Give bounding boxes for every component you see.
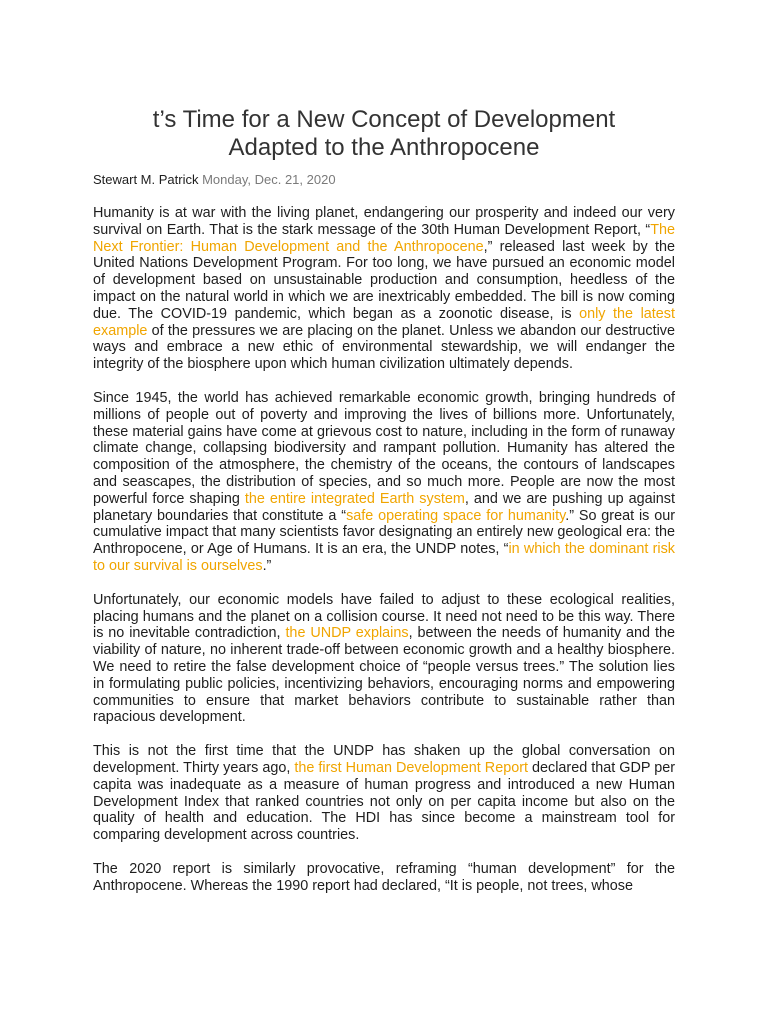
inline-link[interactable]: in which the dominant risk to our survival is ourselves xyxy=(93,541,675,574)
paragraph-text: , between the needs of humanity and the viability of nature, no inherent trade-off between economic growth and a healthy biosphere. We need to retire the false development choice of “people versus trees.” The solution lies in formulating public policies, incentivizing behaviors, encouraging norms and empowering communities to ensure that market behaviors contribute to sustainable rather than rapacious development. xyxy=(93,625,675,726)
paragraph-text: declared that GDP per capita was inadequate as a measure of human progress and introduced a new Human Development Index that ranked countries not only on per capita income but also on the quality of health and education. The HDI has since become a mainstream tool for comparing development across countries. xyxy=(93,759,675,844)
inline-link[interactable]: safe operating space for humanity xyxy=(346,507,566,524)
paragraph xyxy=(93,205,675,373)
paragraph xyxy=(93,390,675,575)
inline-link[interactable]: the UNDP explains xyxy=(285,625,409,642)
paragraph-text: The 2020 report is similarly provocative, reframing “human development” for the Anthropocene. Whereas the 1990 report had declared, “It is people, not trees, whose xyxy=(93,860,675,894)
paragraph xyxy=(93,592,675,726)
title-line-1: t’s Time for a New Concept of Development xyxy=(152,106,616,133)
article-title xyxy=(93,106,675,162)
paragraph-text: Unfortunately, our economic models have failed to adjust to these ecological realities, placing humans and the planet on a collision course. It need not need to be this way. There is no inevitable contradiction, xyxy=(93,591,675,642)
paragraph-text: ,” released last week by the United Nations Development Program. For too long, we have pursued an economic model of development based on unsustainable production and consumption, heedless of the impact on the natural world in which we are inextricably embedded. The bill is now coming due. The COVID-19 pandemic, which began as a zoonotic disease, is xyxy=(93,238,676,322)
paragraph-text: of the pressures we are placing on the planet. Unless we abandon our destructive ways and embrace a new ethic of environmental stewardship, we will endanger the integrity of the biosphere upon which human civilization ultimately depends. xyxy=(93,322,675,373)
inline-link[interactable]: only the latest example xyxy=(93,305,675,339)
publish-date: Monday, Dec. 21, 2020 xyxy=(202,172,336,187)
title-line-2: Adapted to the Anthropocene xyxy=(228,134,540,161)
inline-link[interactable]: The Next Frontier: Human Development and the Anthropocene xyxy=(93,221,675,255)
author-name: Stewart M. Patrick xyxy=(93,172,199,187)
article xyxy=(93,106,675,894)
paragraph-text: .” So great is our cumulative impact that many scientists favor designating an entirely new geological era: the Anthropocene, or Age of Humans. It is an era, the UNDP notes, “ xyxy=(93,507,675,558)
paragraph-text: Humanity is at war with the living planet, endangering our prosperity and indeed our very survival on Earth. That is the stark message of the 30th Human Development Report, “ xyxy=(93,205,675,238)
inline-link[interactable]: the first Human Development Report xyxy=(294,759,528,776)
byline xyxy=(93,172,675,188)
paragraph xyxy=(93,861,675,895)
paragraph-text: , and we are pushing up against planetary boundaries that constitute a “ xyxy=(93,490,675,524)
paragraph-text: .” xyxy=(262,557,272,574)
paragraph xyxy=(93,743,675,844)
article-body xyxy=(93,205,675,894)
paragraph-text: This is not the first time that the UNDP has shaken up the global conversation on development. Thirty years ago, xyxy=(93,743,675,776)
paragraph-text: Since 1945, the world has achieved remarkable economic growth, bringing hundreds of millions of people out of poverty and improving the lives of billions more. Unfortunately, these material gains have come at grievous cost to nature, including in the form of runaway climate change, collapsing biodiversity and rampant pollution. Humanity has altered the composition of the atmosphere, the chemistry of the oceans, the contours of landscapes and seascapes, the distribution of species, and so much more. People are now the most powerful force shaping xyxy=(93,389,675,507)
inline-link[interactable]: the entire integrated Earth system xyxy=(244,490,465,507)
